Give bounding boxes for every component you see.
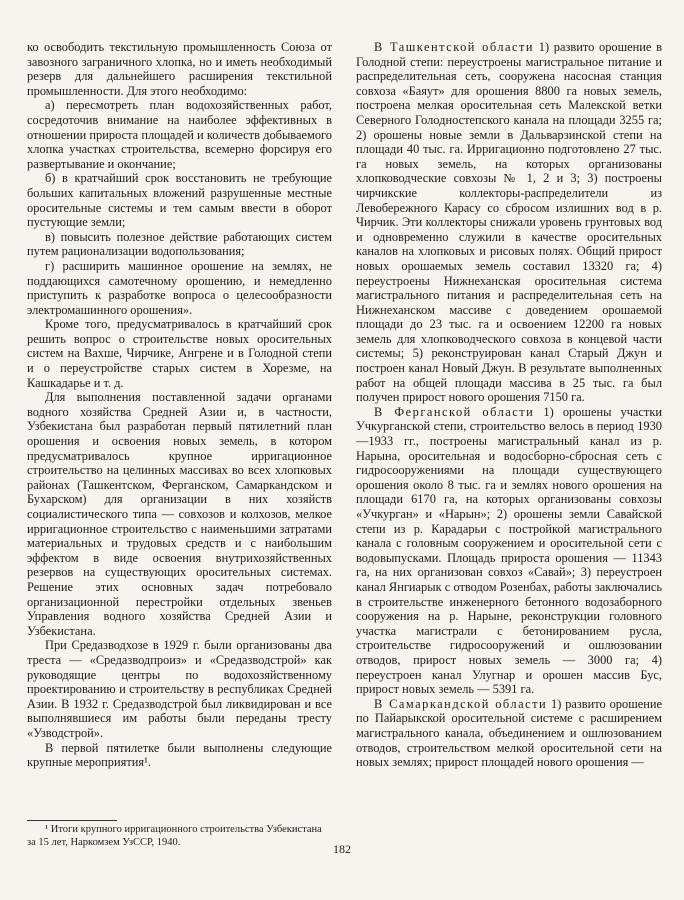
paragraph-body: 1) развито орошение по Пайарыкской оросительной системе с расширением магистрального канала, объединением и ошлюзованием отводов, строительством мелкой оросительной сети на новых землях; прирост площадей нового орошения —	[356, 696, 662, 770]
paragraph: а) пересмотреть план водохозяйственных работ, сосредоточив внимание на наиболее эффективных в отношении прироста площадей и количеств добываемого хлопка участках строительства, всемерно форсируя его развертывание и окончание;	[27, 98, 332, 171]
footnote-rule	[27, 820, 117, 821]
paragraph: г) расширить машинное орошение на землях, не поддающихся самотечному орошению, и немедленно приступить к разработке вопроса о целесообразности электромашинного орошения».	[27, 258, 332, 317]
paragraph: ко освободить текстильную промышленность Союза от завозного заграничного хлопка, но и иметь необходимый резерв для дальнейшего расширения текстильной промышленности. Для этого необходимо:	[27, 40, 332, 98]
region-heading: В Самаркандской области	[374, 696, 548, 711]
paragraph: б) в кратчайший срок восстановить не требующие больших капитальных вложений разрушенные местные оросительные системы и тем самым ввести в оборот пустующие земли;	[27, 171, 332, 230]
paragraph	[356, 40, 662, 405]
paragraph: Кроме того, предусматривалось в кратчайший срок решить вопрос о строительстве новых оросительных систем на Вахше, Чирчике, Ангрене и в Голодной степи и о переустройстве старых систем в Хорезме, на Кашкадарье и т. д.	[27, 317, 332, 390]
paragraph-body: 1) орошены участки Учкурганской степи, строительство велось в период 1930—1933 гг., построены магистральный канал из р. Нарына, оросительная и водосборно-сбросная сеть с гидросооружениями на площади существующего орошения около 8 тыс. га и землях нового орошения на площади 6170 га, на которых организованы совхозы «Учкурган» и «Нарын»; 2) орошены земли Савайской степи из р. Карадарьи с постройкой магистрального канала с головным сооружением и оросительной сети с водовыпусками. Площадь прироста орошения — 11343 га, на них организован совхоз «Савай»; 3) переустроен канал Янгиарык с отводом Розенбах, работы заключались в строительстве инженерного бетонного водозаборного сооружения на р. Нарыне, реконструкции головного участка магистрали с бетонированием русла, строительстве гидросооружений и ошлюзовании отводов, прирост новых земель — 3000 га; 4) переустроен канал Улугнар и орошен массив Бус, прирост новых земель — 5391 га.	[356, 404, 662, 697]
paragraph: При Средазводхозе в 1929 г. были организованы два треста — «Средазводпроиз» и «Средазводстрой» как руководящие центры по водохозяйственному проектированию и строительству в республиках Средней Азии. В 1932 г. Средазводстрой был ликвидирован и все выполнявшиеся им работы были переданы тресту «Узводстрой».	[27, 638, 332, 740]
paragraph-body: 1) развито орошение в Голодной степи: переустроены магистральное питание и распределительная сеть, сооружена насосная станция совхоза «Баяут» для орошения 8800 га новых земель, построена мелкая оросительная сеть Малекской ветки Северного Голодностепского канала на площади 3255 га; 2) орошены новые земли в Дальварзинской степи на площади 40 тыс. га. Ирригационно подготовлено 27 тыс. га новых земель, на которых организованы хлопководческие совхозы № 1, 2 и 3; 3) построены чирчикские коллекторы-распределители из Левобережного Карасу со сбросом излишних вод в р. Чирчик. Эти коллекторы снижали уровень грунтовых вод и одновременно служили в качестве оросительных каналов на хлопковых и рисовых полях. Общий прирост новых орошаемых земель составил 13320 га; 4) переустроены Нижнеханская оросительная система магистрального питания и распределительная сеть на Нижнеханском массиве с доведением орошаемой площади до 23 тыс. га и освоением 12200 га новых земель для хлопководческого совхоза в концевой части системы; 5) реконструирован канал Старый Джун и построен канал Новый Джун. В результате выполненных работ на общей площади массива в 25 тыс. га был получен прирост нового орошения 7150 га.	[356, 40, 662, 405]
region-heading: В Ферганской области	[374, 404, 535, 419]
left-column	[27, 40, 332, 770]
paragraph	[356, 405, 662, 697]
paragraph: В первой пятилетке были выполнены следующие крупные мероприятия¹.	[27, 740, 332, 770]
paragraph	[356, 697, 662, 770]
paragraph: в) повысить полезное действие работающих систем путем рационализации водопользования;	[27, 229, 332, 259]
paragraph: Для выполнения поставленной задачи органами водного хозяйства Средней Азии и, в частности, Узбекистана был разработан первый пятилетний план орошения и освоения новых земель, в котором предусматривалось крупное ирригационное строительство на целинных массивах во всех хлопковых районах (Ташкентском, Ферганском, Самаркандском и Бухарском) для организации в них хозяйств социалистического типа — совхозов и колхозов, мелкое ирригационное строительство с наименьшими затратами материальных и трудовых средств и с наибольшим эффектом в виде освоения внутрихозяйственных резервов на существующих оросительных системах. Решение этих основных задач потребовало организационной перестройки отдельных звеньев Управления водного хозяйства Средней Азии и Узбекистана.	[27, 390, 332, 638]
region-heading: В Ташкентской области	[374, 40, 535, 54]
right-column	[356, 40, 662, 770]
footnote-text: ¹ Итоги крупного ирригационного строительства Узбекистана за 15 лет, Наркомзем УзССР, 1940.	[27, 824, 322, 848]
page-number: 182	[333, 842, 351, 856]
